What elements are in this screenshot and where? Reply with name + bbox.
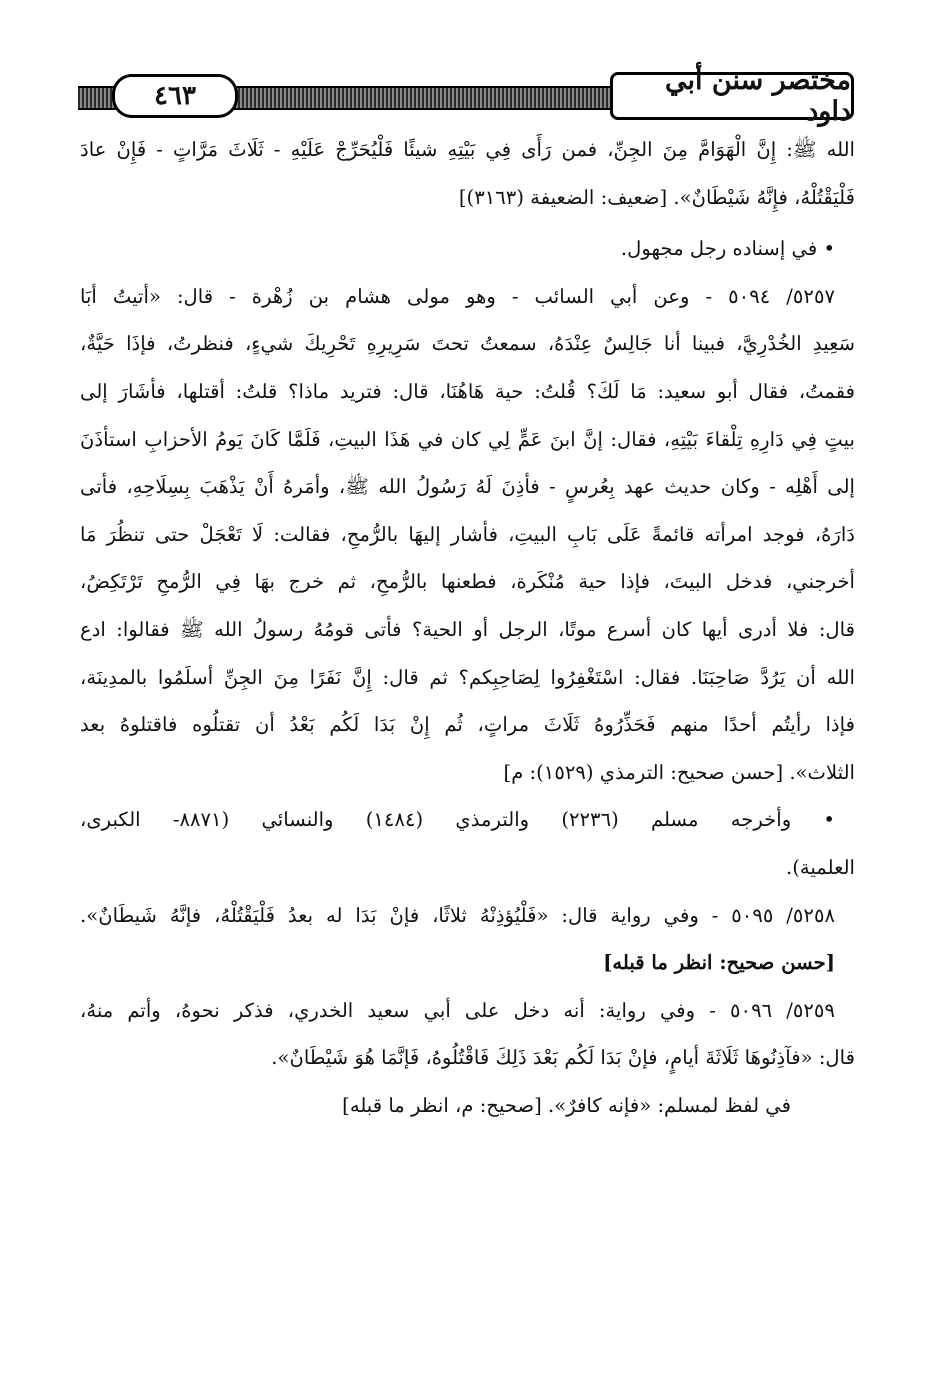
text-line: الله ﷺ: إِنَّ الْهَوَامَّ مِنَ الجِنِّ، فمن رَأَى فِي بَيْتِهِ شيئًا فَلْيُحَرِّجْ عَلَيْهِ - ثَلَاثَ مَرَّاتٍ - فَإِنْ عادَ <box>80 138 855 161</box>
text-line: فقمتُ، فقال أبو سعيد: مَا لَكَ؟ قُلتُ: حية هَاهُنَا، قال: فتريد ماذا؟ قلتُ: أقتلها، فأشَارَ إلى <box>80 379 855 403</box>
text-line: قال: «فآذِنُوهَا ثَلَاثَةَ أيامٍ، فإنْ بَدَا لَكُم بَعْدَ ذَلِكَ فَاقْتُلُوهُ، فَإنَّمَا هُوَ شَيْطَانٌ». <box>271 1046 855 1070</box>
text-line: فَلْيَقْتُلْهُ، فإِنَّهُ شَيْطَانٌ». [ضعيف: الضعيفة (٣١٦٣)] <box>458 185 855 209</box>
footnote-line: • في إسناده رجل مجهول. <box>620 237 835 261</box>
hadith-line: ٥٢٥٧/ ٥٠٩٤ - وعن أبي السائب - وهو مولى هشام بن زُهْرة - قال: «أتيتُ أبَا <box>80 284 835 308</box>
footnote-line: العلمية). <box>786 855 855 879</box>
grade-line: [حسن صحيح: انظر ما قبله] <box>603 951 835 975</box>
text-line: الثلاث». [حسن صحيح: الترمذي (١٥٢٩): م] <box>503 760 855 784</box>
text-line: بيتٍ فِي دَارِهِ تِلْقاءَ بَيْتِهِ، فقال: إنَّ ابنَ عَمٍّ لِي كان في هَذَا البيتِ، فَلَمَّا كَانَ يَومُ الأحزابِ استأذَنَ <box>80 427 855 451</box>
text-line: أخرجني، فدخل البيتَ، فإذا حية مُنْكَرة، فطعنها بالرُّمحِ، ثم خرج بهَا فِي الرُّمحِ تَرْتَكِضُ، <box>80 570 855 594</box>
text-line: فإذا رأيتُم أحدًا منهم فَحَذِّرُوهُ ثَلَاثَ مراتٍ، ثُم إِنْ بَدَا لَكُم بَعْدُ أن تقتلُوه فاقتلوهُ بعد <box>80 713 855 737</box>
page-body <box>80 126 855 1129</box>
hadith-line: ٥٢٥٨/ ٥٠٩٥ - وفي رواية قال: «فَلْيُؤذِنْهُ ثلاثًا، فإنْ بَدَا له بعدُ فَلْيَقْتُلْهُ، فإنَّهُ شَيطَانٌ». <box>80 903 835 927</box>
book-title: مختصر سنن أبي داود <box>610 72 854 120</box>
hadith-line: ٥٢٥٩/ ٥٠٩٦ - وفي رواية: أنه دخل على أبي سعيد الخدري، فذكر نحوهُ، وأتم منهُ، <box>80 998 835 1022</box>
text-line: في لفظ لمسلم: «فإنه كافرٌ». [صحيح: م، انظر ما قبله] <box>342 1093 791 1117</box>
page-number: ٤٦٣ <box>112 74 238 118</box>
text-line: قال: فلا أدرى أيها كان أسرع موتًا، الرجل أو الحية؟ فأتى قومُهُ رسولُ الله ﷺ فقالوا: ادع <box>80 617 855 641</box>
page-header <box>78 65 854 127</box>
footnote-line: • وأخرجه مسلم (٢٢٣٦) والترمذي (١٤٨٤) والنسائي (٨٨٧١- الكبرى، <box>80 808 835 832</box>
text-line: دَارَهُ، فوجد امرأته قائمةً عَلَى بَابِ البيتِ، فأشار إليهَا بالرُّمحِ، فقالت: لَا تَعْجَلْ حتى تنظُرَ مَا <box>80 522 855 546</box>
text-line: الله أن يَرُدَّ صَاحِبَنَا. فقال: اسْتَغْفِرُوا لِصَاحِبِكم؟ ثم قال: إِنَّ نَفَرًا مِنَ الجِنِّ أسلَمُوا بالمدِينَة، <box>80 665 855 689</box>
text-line: سَعِيدِ الخُدْرِيَّ، فبينا أنا جَالِسٌ عِنْدَهُ، سمعتُ تحتَ سَرِيرِهِ تَحْرِيكَ شيءٍ، فنظرتُ، فإذَا حَيَّةٌ، <box>80 332 855 356</box>
text-line: إلى أَهْلِه - وكان حديث عهد بِعُرسٍ - فأذِنَ لَهُ رَسُولُ الله ﷺ، وأمَرهُ أَنْ يَذْهَبَ بِسِلَاحِهِ، فأتى <box>80 475 855 499</box>
